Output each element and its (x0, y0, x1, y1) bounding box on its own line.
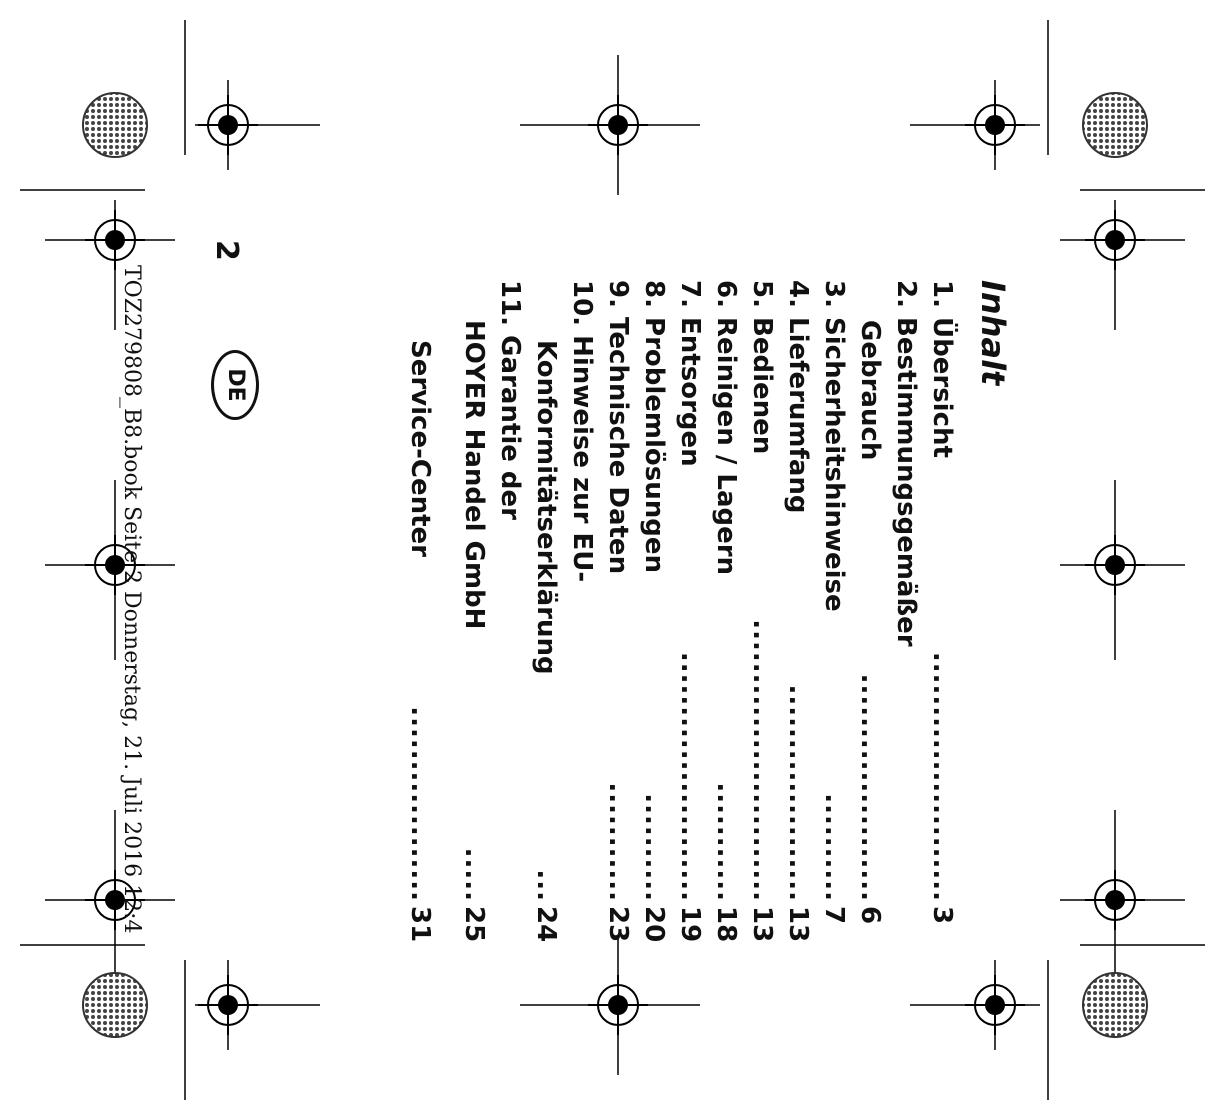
toc-entry[interactable] (780, 280, 816, 960)
toc-entry[interactable] (636, 280, 672, 960)
table-of-contents (402, 280, 960, 960)
toc-leader: ....................... (927, 651, 957, 902)
toc-entry-continuation: Gebrauch (855, 320, 885, 461)
toc-entry-label: Technische Daten (603, 317, 633, 575)
toc-entry-page: 13 (783, 906, 813, 943)
toc-entry-page: 20 (639, 906, 669, 943)
toc-entry[interactable] (924, 280, 960, 960)
toc-entry-label: Entsorgen (675, 317, 705, 467)
toc-entry-label: Hinweise zur EU- (567, 335, 597, 583)
toc-entry-number: 10. (567, 280, 597, 327)
toc-entry[interactable] (672, 280, 708, 960)
language-badge: DE (211, 350, 259, 420)
toc-entry-label: Übersicht (927, 317, 957, 458)
toc-leader: .......... (639, 793, 669, 902)
toc-entry-number: 7. (675, 280, 705, 308)
toc-entry-page: 18 (711, 906, 741, 943)
toc-entry-label: Reinigen / Lagern (711, 317, 741, 576)
toc-leader: .................. (405, 706, 435, 902)
toc-entry-page: 31 (405, 906, 435, 943)
toc-entry-label: Garantie der (495, 335, 525, 520)
toc-entry-number: 11. (495, 280, 525, 327)
toc-entry-label: Sicherheitshinweise (819, 317, 849, 612)
page-number: 2 (209, 240, 244, 261)
toc-entry-page: 3 (927, 906, 957, 925)
toc-entry-page: 24 (531, 906, 561, 943)
toc-leader: .......................... (747, 619, 777, 902)
toc-entry-label: Lieferumfang (783, 317, 813, 514)
toc-entry-page: 7 (819, 906, 849, 925)
toc-leader: ..... (459, 847, 489, 902)
toc-entry-label: Service-Center (405, 340, 435, 557)
toc-entry-number: 8. (639, 280, 669, 308)
toc-entry-number: 5. (747, 280, 777, 308)
toc-entry-label: Bedienen (747, 317, 777, 455)
toc-leader: .......... (819, 793, 849, 902)
toc-entry-number: 6. (711, 280, 741, 308)
toc-entry[interactable] (816, 280, 852, 960)
toc-leader: .................... (783, 684, 813, 902)
toc-entry[interactable] (852, 280, 924, 960)
toc-entry-page: 13 (747, 906, 777, 943)
toc-entry[interactable] (456, 280, 528, 960)
toc-entry-page: 19 (675, 906, 705, 943)
toc-entry[interactable] (708, 280, 744, 960)
toc-entry-page: 25 (459, 906, 489, 943)
toc-entry-continuation: Konformitätserklärung (531, 340, 561, 675)
toc-entry-number: 1. (927, 280, 957, 308)
toc-entry-number: 4. (783, 280, 813, 308)
toc-entry-number: 9. (603, 280, 633, 308)
toc-entry-number: 2. (891, 280, 921, 308)
toc-entry[interactable] (600, 280, 636, 960)
toc-entry-page: 6 (855, 906, 885, 925)
toc-leader: ........... (603, 782, 633, 902)
toc-entry-label: Problemlösungen (639, 317, 669, 574)
toc-leader: ....................... (675, 651, 705, 902)
toc-leader: ..................... (855, 673, 885, 902)
toc-title: Inhalt (974, 280, 1012, 386)
toc-leader: ... (531, 869, 561, 902)
toc-entry[interactable] (528, 280, 600, 960)
toc-entry-page: 23 (603, 906, 633, 943)
print-slug: TOZ279808_B8.book Seite 2 Donnerstag, 21. Juli 2016 12:4 (119, 265, 144, 934)
rotated-page (119, 0, 1224, 943)
toc-entry-number: 3. (819, 280, 849, 308)
toc-entry-label: Bestimmungsgemäßer (891, 317, 921, 647)
toc-leader: ........... (711, 782, 741, 902)
toc-entry[interactable] (402, 280, 438, 960)
toc-entry[interactable] (744, 280, 780, 960)
toc-entry-continuation: HOYER Handel GmbH (459, 320, 489, 630)
